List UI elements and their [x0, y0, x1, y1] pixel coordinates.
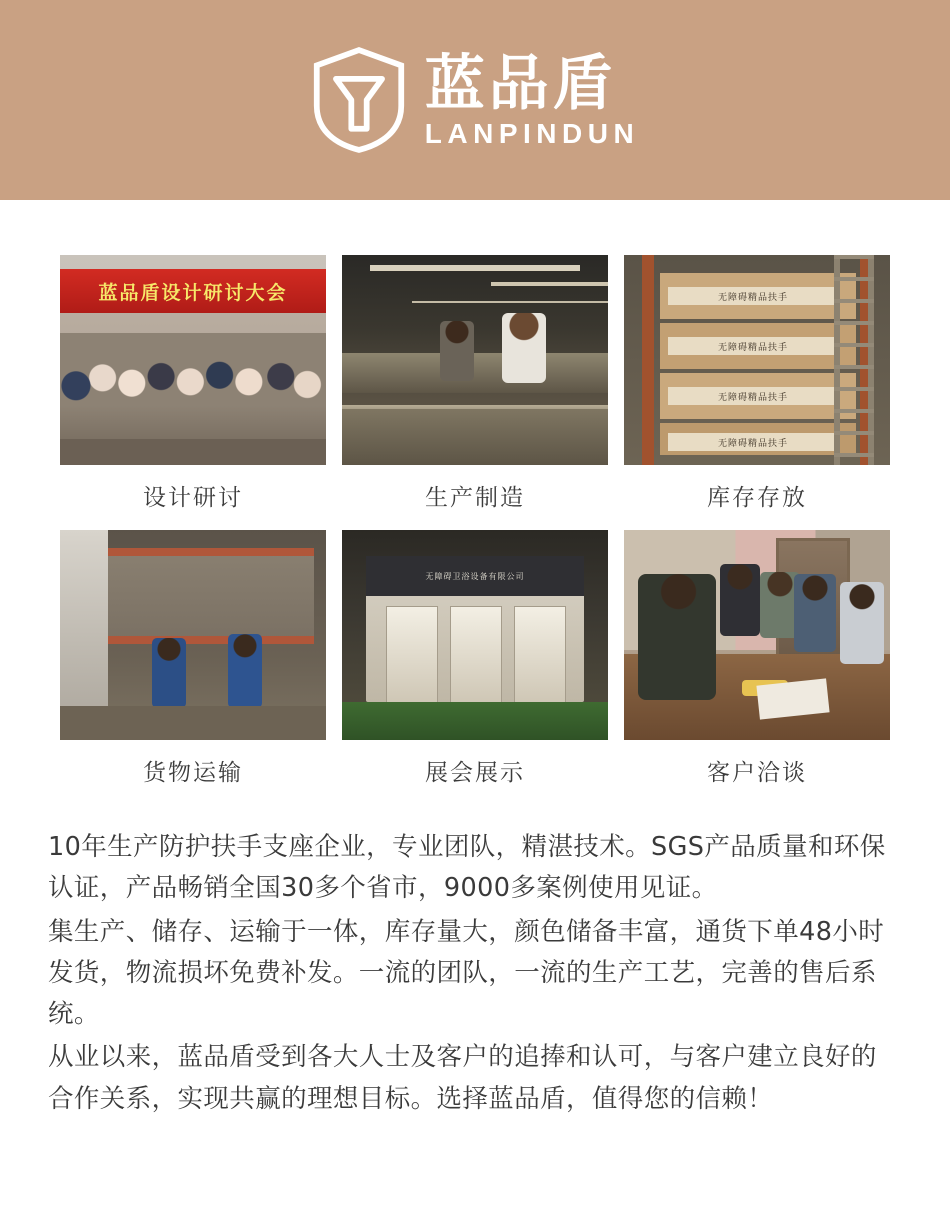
photo-negotiation — [624, 530, 890, 740]
description-paragraph: 从业以来，蓝品盾受到各大人士及客户的追捧和认可，与客户建立良好的合作关系，实现共赢的理想目标。选择蓝品盾，值得您的信赖！ — [48, 1042, 877, 1114]
gallery-item — [60, 530, 326, 805]
gallery-caption: 客户洽谈 — [707, 760, 807, 786]
description-paragraph: 10年生产防护扶手支座企业，专业团队，精湛技术。SGS产品质量和环保认证，产品畅销全国30多个省市，9000多案例使用见证。 — [48, 832, 886, 904]
gallery-item — [342, 255, 608, 530]
carton-label: 无障碍精品扶手 — [717, 392, 788, 403]
photo-design-seminar — [60, 255, 326, 465]
brand-text — [424, 48, 640, 149]
seminar-banner-text: 蓝品盾设计研讨大会 — [98, 281, 288, 304]
description-paragraph: 集生产、储存、运输于一体，库存量大，颜色储备丰富，通货下单48小时发货，物流损坏免费补发。一流的团队，一流的生产工艺，完善的售后系统。 — [48, 916, 885, 1030]
shield-logo-icon — [311, 46, 407, 154]
photo-warehouse — [624, 255, 890, 465]
gallery-item — [342, 530, 608, 805]
booth-sign-text: 无障碍卫浴设备有限公司 — [425, 571, 525, 581]
carton-label: 无障碍精品扶手 — [717, 292, 788, 303]
brand-name-cn: 蓝品盾 — [424, 48, 617, 119]
gallery-caption: 展会展示 — [425, 760, 525, 786]
company-description — [0, 805, 950, 1120]
carton-label: 无障碍精品扶手 — [717, 438, 788, 449]
gallery-caption: 生产制造 — [425, 485, 525, 511]
company-gallery — [0, 200, 950, 805]
photo-transport — [60, 530, 326, 740]
carton-label: 无障碍精品扶手 — [717, 342, 788, 353]
photo-production — [342, 255, 608, 465]
gallery-caption: 货物运输 — [143, 760, 243, 786]
photo-exhibition — [342, 530, 608, 740]
gallery-item — [624, 530, 890, 805]
brand-banner — [0, 0, 950, 200]
gallery-item — [60, 255, 326, 530]
brand-logo — [311, 46, 639, 154]
gallery-item — [624, 255, 890, 530]
brand-name-en: LANPINDUN — [424, 117, 640, 149]
gallery-caption: 设计研讨 — [143, 485, 243, 511]
gallery-caption: 库存存放 — [707, 485, 807, 511]
